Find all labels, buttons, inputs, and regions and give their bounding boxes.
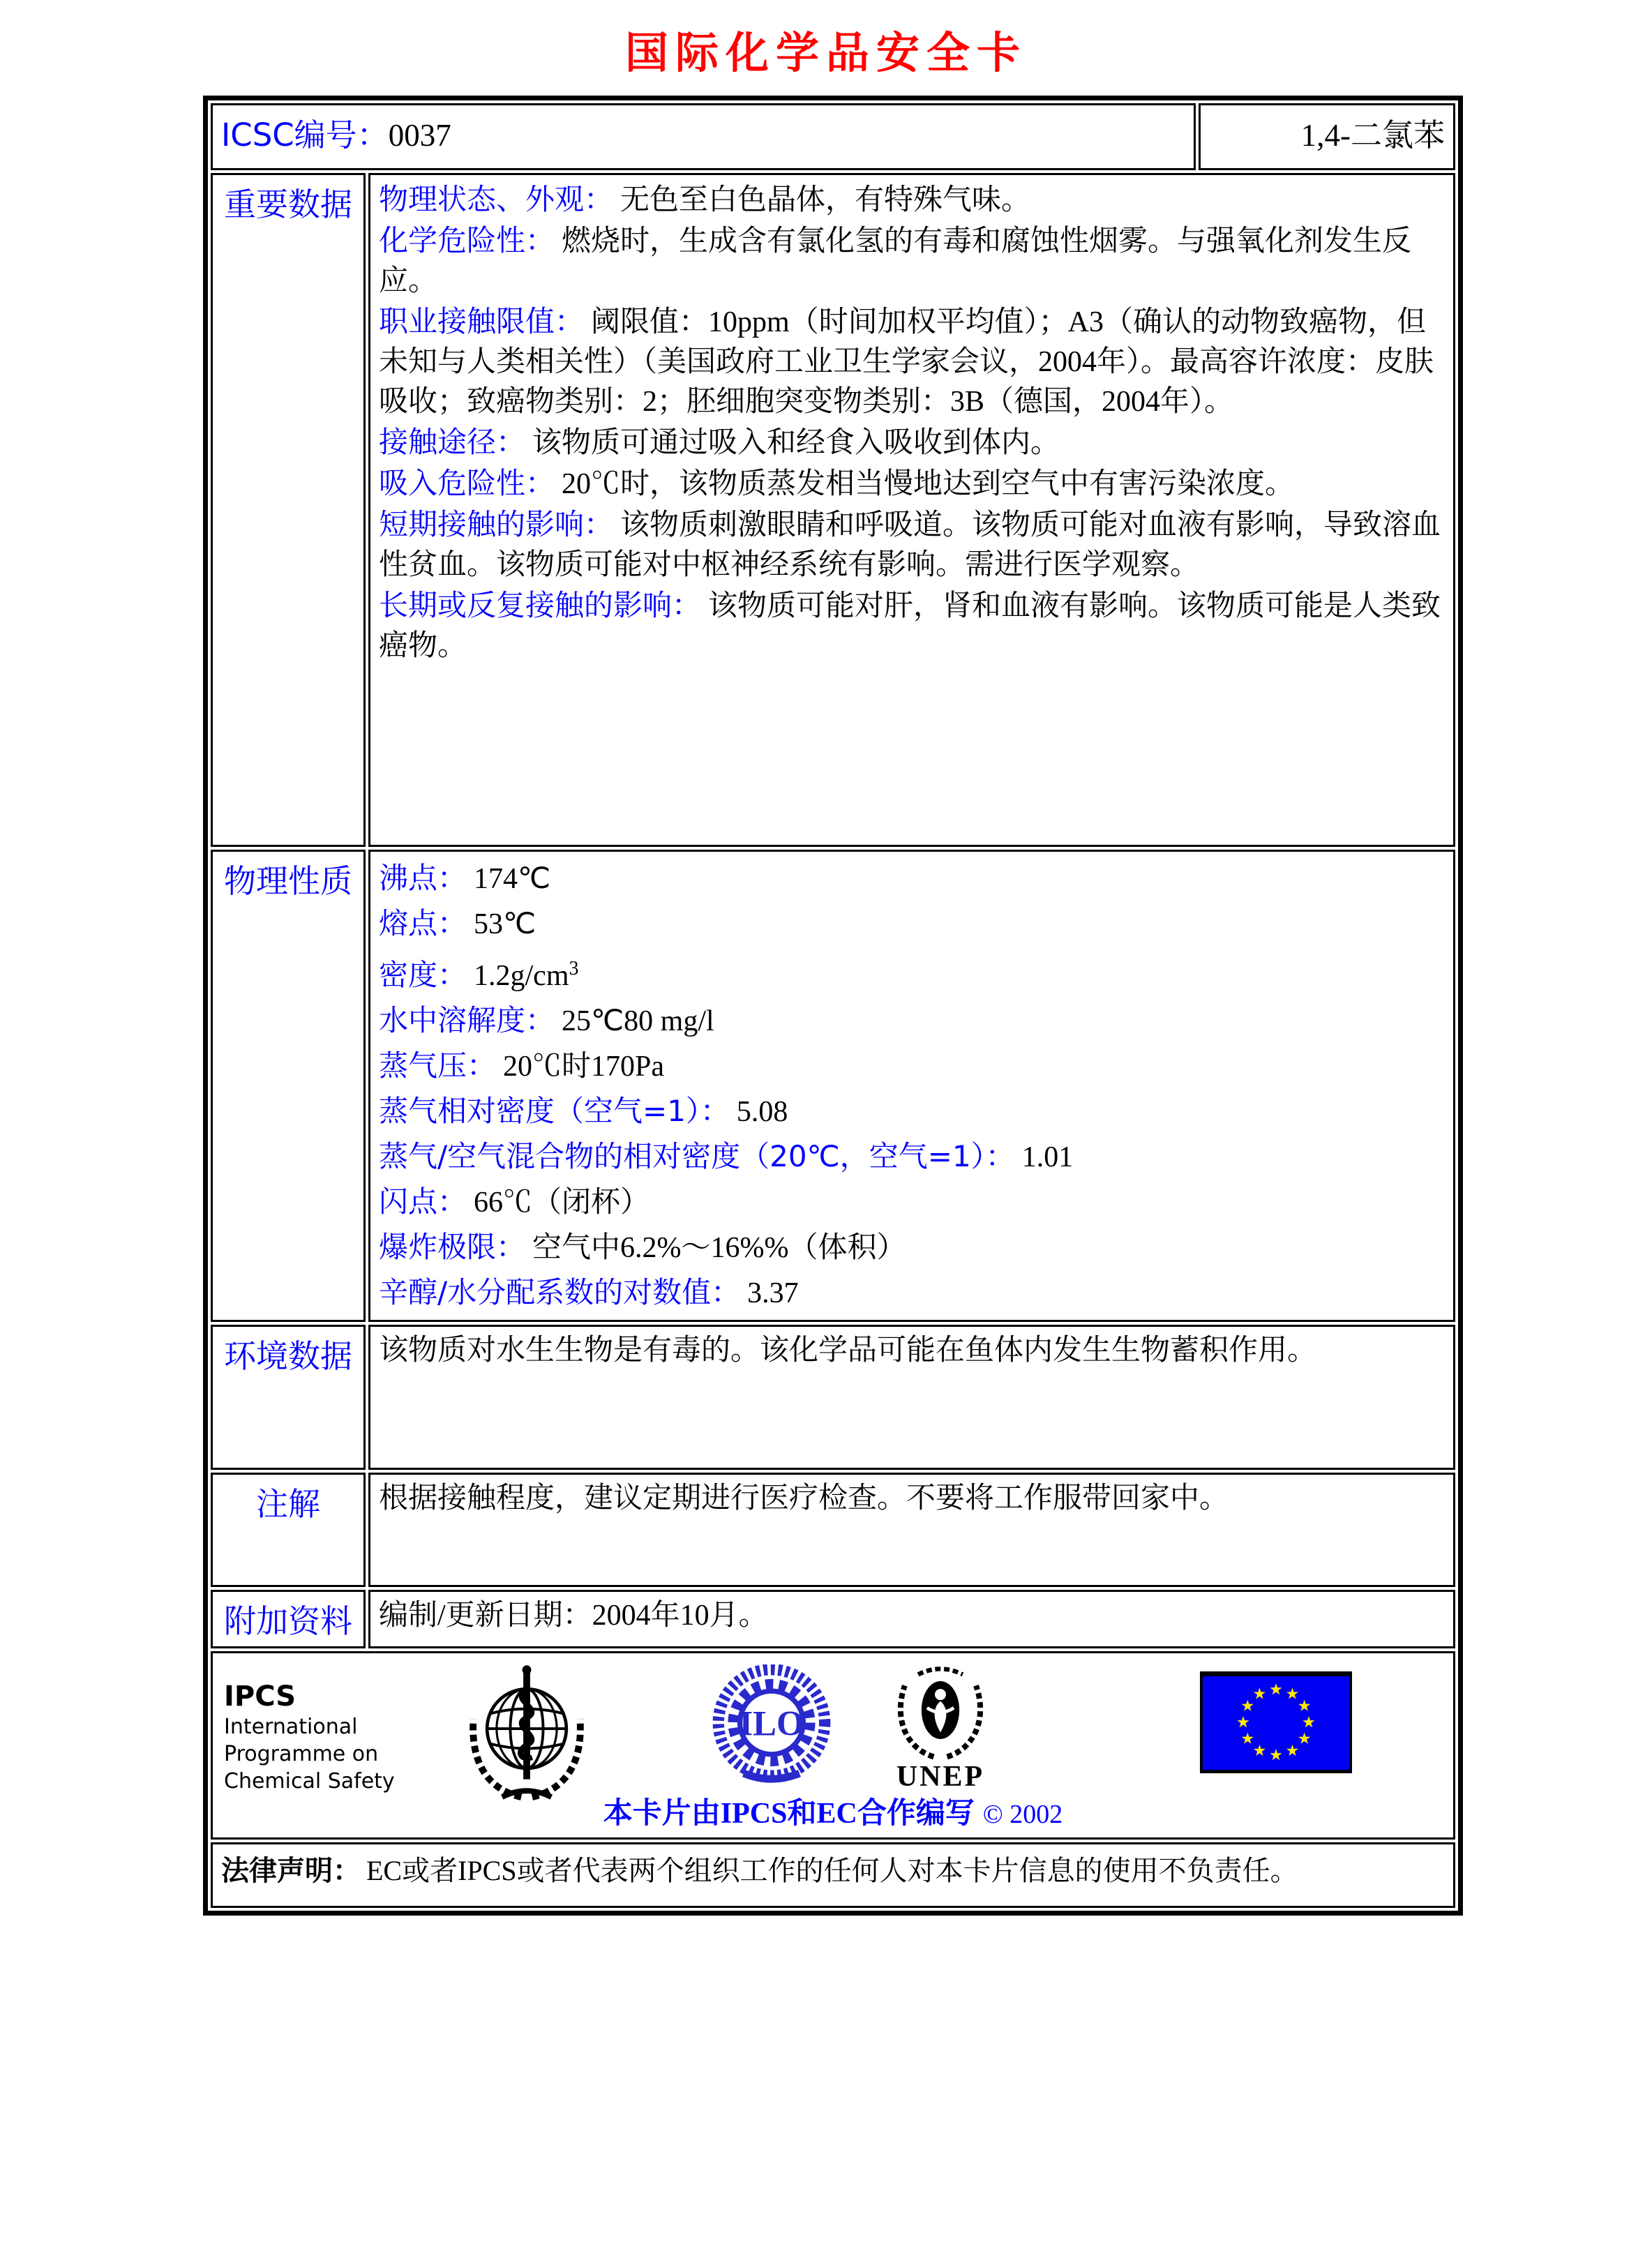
phys-melting-point: 熔点： 53℃ [379,906,536,940]
footer-caption [213,1790,1453,1832]
ipcs-text-block [224,1680,395,1795]
legal-text: EC或者IPCS或者代表两个组织工作的任何人对本卡片信息的使用不负责任。 [366,1855,1298,1886]
caption-text: 本卡片由IPCS和EC合作编写 [603,1798,975,1830]
phys-boiling-point: 沸点： 174℃ [379,861,551,895]
important-item-physical-state: 物理状态、外观： 无色至白色晶体，有特殊气味。 [379,182,1031,216]
header-row [211,103,1455,170]
environmental-data-text: 该物质对水生生物是有毒的。该化学品可能在鱼体内发生生物蓄积作用。 [379,1334,1317,1367]
phys-density: 密度： $1.2g/cm^3$ [379,958,579,992]
ilo-logo-icon [708,1664,835,1791]
section-label-environmental-data: 环境数据 [211,1325,366,1470]
ipcs-title: IPCS [224,1680,296,1713]
legal-row [211,1842,1455,1908]
page-title: 国际化学品安全卡 [624,27,1027,78]
density-superscript: 3 [569,958,579,979]
section-label-notes: 注解 [211,1473,366,1587]
phys-flash-point: 闪点： 66℃（闭杯） [379,1185,650,1219]
additional-info-content [368,1590,1455,1648]
section-label-important-data: 重要数据 [211,173,366,847]
additional-info-text: 编制/更新日期：2004年10月。 [379,1600,768,1632]
who-logo-icon [458,1659,595,1806]
chemical-name: 1,4-二氯苯 [1300,118,1445,153]
copyright-text: © 2002 [982,1800,1063,1829]
logos-cell [211,1651,1455,1840]
phys-water-solubility: 水中溶解度： 25℃80 mg/l [379,1003,714,1037]
unep-logo-text: UNEP [896,1761,985,1793]
icsc-number-value: 0037 [388,118,451,153]
important-item-chemical-danger: 化学危险性： 燃烧时，生成含有氯化氢的有毒和腐蚀性烟雾。与强氧化剂发生反应。 [379,223,1412,297]
icsc-card-table [203,96,1463,1916]
legal-cell [211,1842,1455,1908]
important-data-content [368,173,1455,847]
important-item-short-term-effects: 短期接触的影响： 该物质刺激眼睛和呼吸道。该物质可能对血液有影响，导致溶血性贫血。该物质可能对中枢神经系统有影响。需进行医学观察。 [379,507,1441,581]
svg-text:ILO: ILO [739,1704,804,1743]
phys-explosive-limits: 爆炸极限： 空气中6.2%～16%%（体积） [379,1230,906,1264]
eu-flag-icon [1200,1671,1352,1777]
important-item-exposure-routes: 接触途径： 该物质可通过吸入和经食入吸收到体内。 [379,425,1060,459]
ipcs-line-2: Programme on [224,1742,379,1766]
notes-row [211,1473,1455,1587]
important-item-exposure-limits: 职业接触限值： 阈限值：10ppm（时间加权平均值）；A3（确认的动物致癌物，但未知与人类相关性）（美国政府工业卫生学家会议，2004年）。最高容许浓度：皮肤吸收；致癌物类别：2；胚细胞突变物类别：3B（德国，2004年）。 [379,304,1434,418]
legal-label: 法律声明： [221,1855,361,1887]
phys-vapor-relative-density: 蒸气相对密度（空气=1）： 5.08 [379,1094,788,1128]
phys-vapor-pressure: 蒸气压： 20℃时170Pa [379,1048,665,1083]
icsc-number-cell [211,103,1196,170]
ipcs-line-1: International [224,1715,358,1739]
notes-text: 根据接触程度，建议定期进行医疗检查。不要将工作服带回家中。 [379,1482,1229,1514]
icsc-number-label: ICSC编号： [221,116,389,153]
section-label-additional-info: 附加资料 [211,1590,366,1648]
chemical-name-cell [1199,103,1455,170]
notes-content [368,1473,1455,1587]
important-data-row [211,173,1455,847]
ipcs-line-3: Chemical Safety [224,1769,395,1793]
phys-vapor-air-mixture-density: 蒸气/空气混合物的相对密度（20℃，空气=1）： 1.01 [379,1139,1074,1173]
logos-row [211,1651,1455,1840]
important-item-long-term-effects: 长期或反复接触的影响： 该物质可能对肝，肾和血液有影响。该物质可能是人类致癌物。 [379,588,1441,662]
unep-logo-icon [867,1659,1014,1791]
environmental-data-row [211,1325,1455,1470]
environmental-data-content [368,1325,1455,1470]
important-item-inhalation-risk: 吸入危险性： 20℃时，该物质蒸发相当慢地达到空气中有害污染浓度。 [379,466,1295,500]
physical-properties-content [368,850,1455,1322]
section-label-physical-properties: 物理性质 [211,850,366,1322]
additional-info-row [211,1590,1455,1648]
physical-properties-row [211,850,1455,1322]
phys-octanol-water-partition: 辛醇/水分配系数的对数值： 3.37 [379,1275,799,1309]
